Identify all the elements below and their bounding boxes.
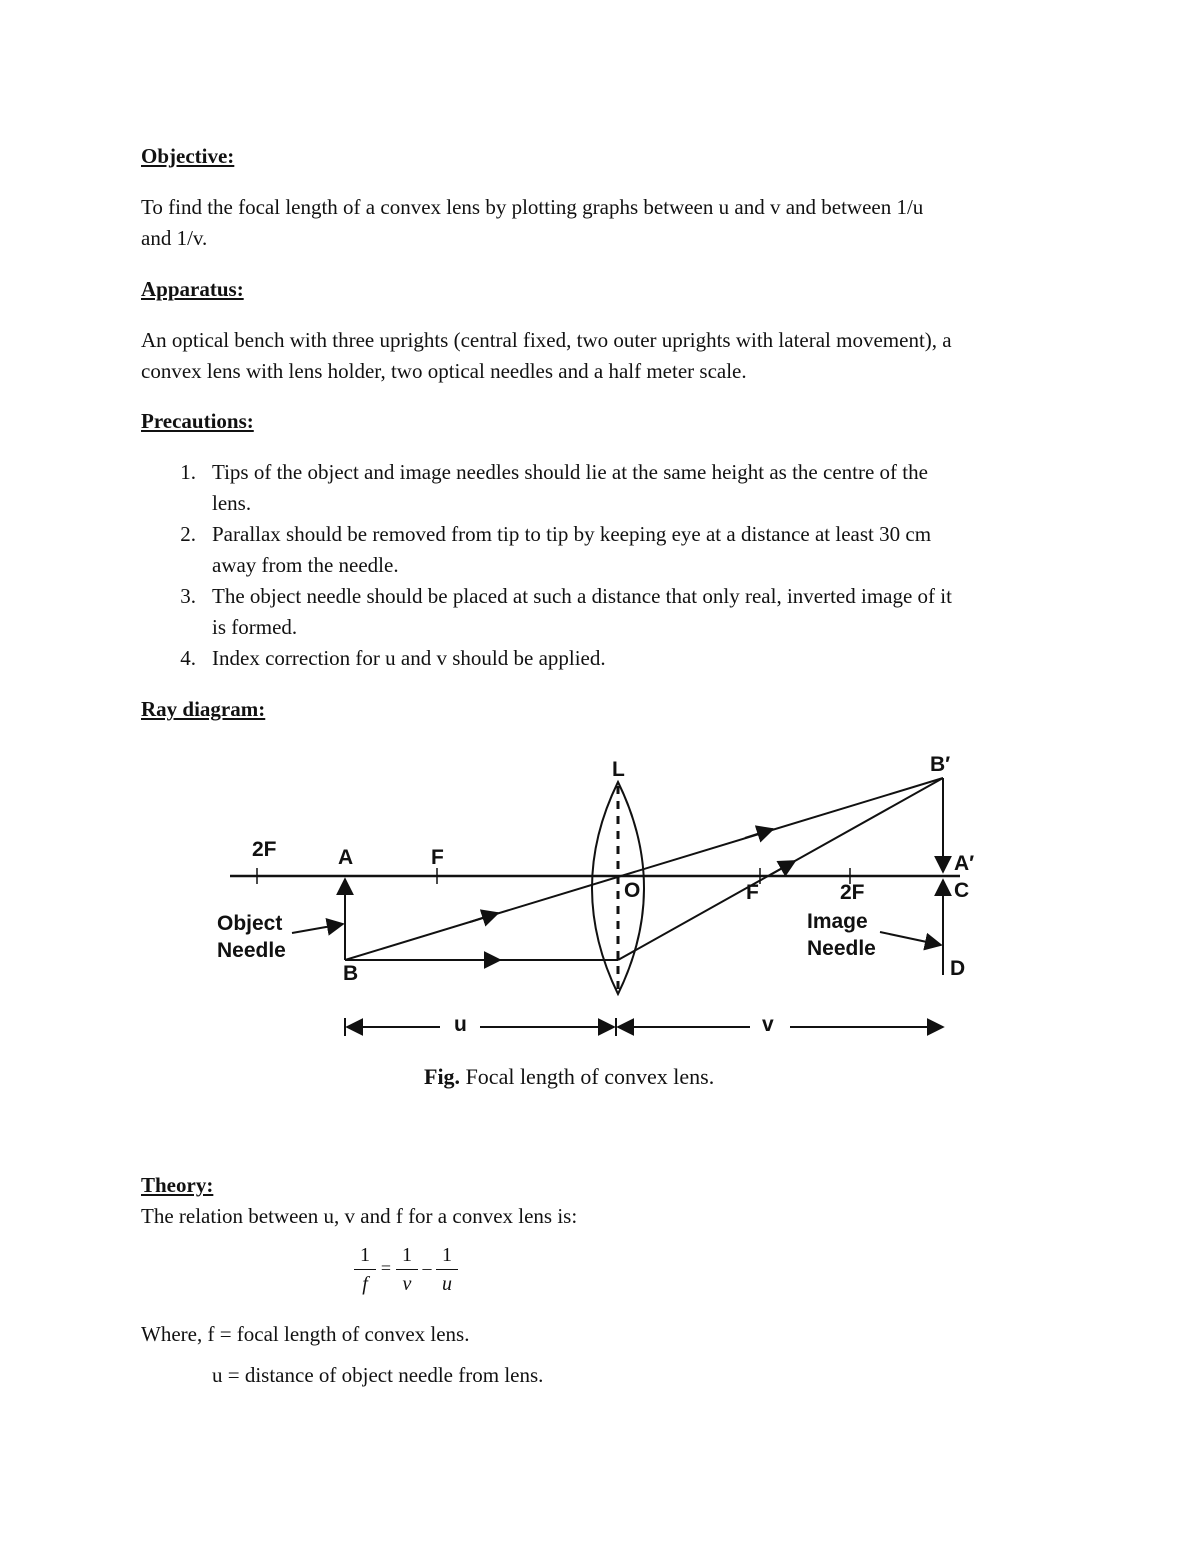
label-A-prime: A′: [954, 852, 975, 875]
u-definition: u = distance of object needle from lens.: [212, 1363, 544, 1387]
ray-arrow-1: [470, 913, 498, 922]
objective-line-1: To find the focal length of a convex lens by plotting graphs between u and v and between 1/u: [141, 195, 924, 219]
label-D: D: [950, 957, 966, 980]
list-text-line-1: Tips of the object and image needles should lie at the same height as the centre of the: [212, 460, 928, 484]
label-image: Image: [807, 910, 868, 933]
list-text-line-1: The object needle should be placed at such a distance that only real, inverted image of it: [212, 584, 952, 608]
caption-label: Fig.: [424, 1064, 461, 1089]
list-text-line-1: Index correction for u and v should be applied.: [212, 646, 606, 670]
label-F-right: F: [746, 881, 759, 904]
denominator: u: [442, 1273, 452, 1295]
caption-text: Focal length of convex lens.: [460, 1064, 715, 1089]
precautions-heading: Precautions:: [141, 409, 254, 433]
theory-line-1: The relation between u, v and f for a convex lens is:: [141, 1204, 578, 1228]
where-line: Where, f = focal length of convex lens.: [141, 1322, 470, 1346]
numerator: 1: [360, 1244, 370, 1266]
fraction-bar: [396, 1269, 418, 1270]
fraction-bar: [354, 1269, 376, 1270]
image-pointer: [880, 932, 941, 945]
object-pointer: [292, 924, 343, 933]
label-v: v: [762, 1013, 774, 1036]
figure-caption: [424, 1064, 714, 1090]
apparatus-line-2: convex lens with lens holder, two optical needles and a half meter scale.: [141, 359, 747, 383]
label-O: O: [624, 879, 641, 902]
minus-sign: –: [422, 1258, 432, 1278]
label-image-needle: Needle: [807, 937, 876, 960]
ray-diagram: [0, 740, 1200, 1050]
list-text-line-2: is formed.: [212, 615, 298, 639]
label-2F-right: 2F: [840, 881, 865, 904]
list-number: 3.: [180, 584, 196, 608]
label-B: B: [343, 962, 359, 985]
denominator: v: [402, 1273, 412, 1295]
label-2F-left: 2F: [252, 838, 277, 861]
lens-formula: [354, 1243, 464, 1301]
list-number: 4.: [180, 646, 196, 670]
label-B-prime: B′: [930, 753, 951, 776]
list-number: 1.: [180, 460, 196, 484]
objective-heading: Objective:: [141, 144, 235, 168]
ray-diagram-heading: Ray diagram:: [141, 697, 266, 721]
theory-heading: Theory:: [141, 1173, 214, 1197]
label-u: u: [454, 1013, 467, 1036]
fraction-1-over-f: [354, 1243, 376, 1296]
list-text-line-2: lens.: [212, 491, 252, 515]
label-C: C: [954, 879, 970, 902]
denominator: f: [362, 1273, 368, 1295]
label-object: Object: [217, 912, 283, 935]
label-object-needle: Needle: [217, 939, 286, 962]
numerator: 1: [402, 1244, 412, 1266]
apparatus-line-1: An optical bench with three uprights (central fixed, two outer uprights with lateral movement), a: [141, 328, 952, 352]
objective-line-2: and 1/v.: [141, 226, 208, 250]
apparatus-heading: Apparatus:: [141, 277, 244, 301]
fraction-bar: [436, 1269, 458, 1270]
fraction-1-over-v: [396, 1243, 418, 1296]
fraction-1-over-u: [436, 1243, 458, 1296]
label-A: A: [338, 846, 354, 869]
label-L: L: [612, 758, 625, 781]
ray-arrow-2: [745, 829, 773, 838]
numerator: 1: [442, 1244, 452, 1266]
label-F-left: F: [431, 846, 444, 869]
list-number: 2.: [180, 522, 196, 546]
list-text-line-2: away from the needle.: [212, 553, 399, 577]
ray-refracted-arrow: [770, 861, 795, 875]
equals-sign: =: [380, 1258, 392, 1278]
list-text-line-1: Parallax should be removed from tip to tip by keeping eye at a distance at least 30 cm: [212, 522, 932, 546]
